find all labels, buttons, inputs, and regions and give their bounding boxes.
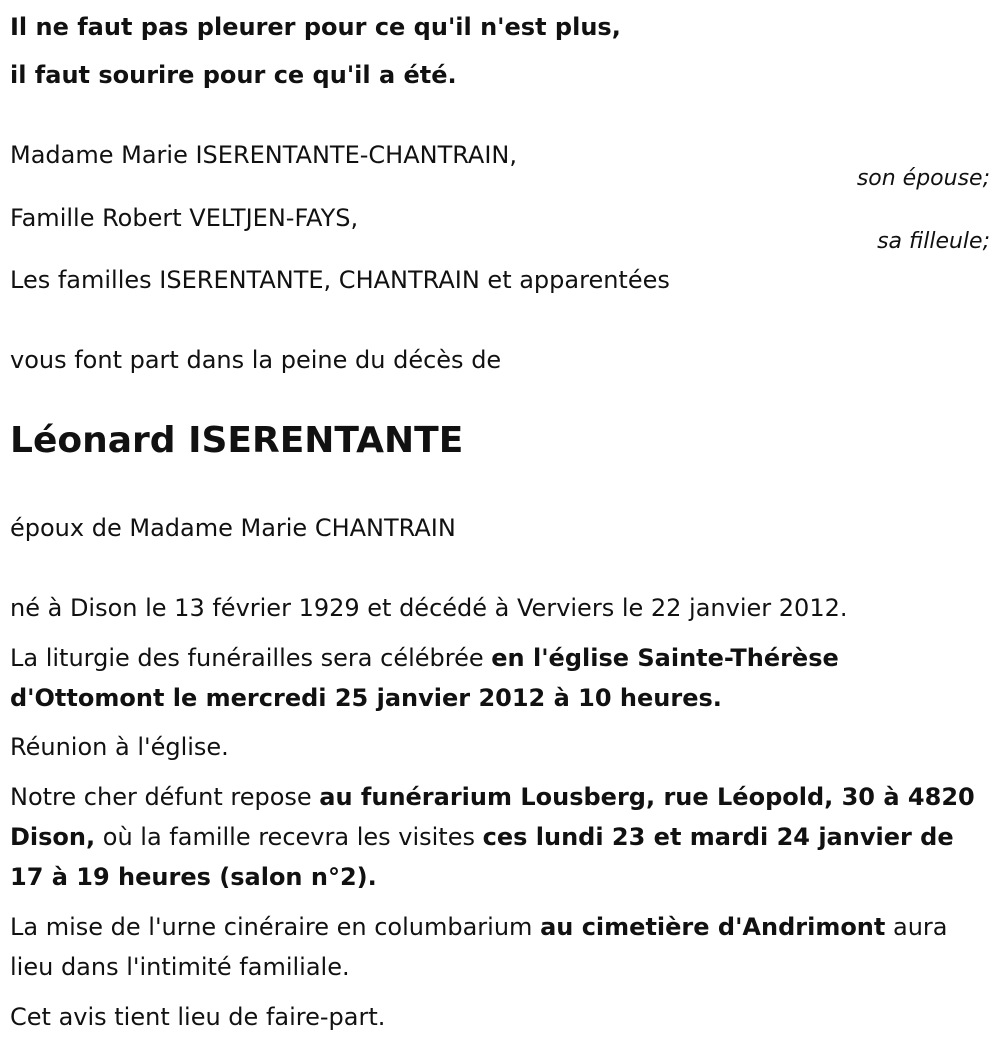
deceased-name: Léonard ISERENTANTE [10,420,464,461]
urn-outro: aura lieu dans l'intimité familiale. [10,913,948,981]
closing-note: Cet avis tient lieu de faire-part. [10,1003,386,1031]
liturgy-paragraph [10,638,985,718]
liturgy-intro: La liturgie des funérailles sera célébrée [10,644,492,672]
family-spouse-name: Madame Marie ISERENTANTE-CHANTRAIN, [10,141,518,169]
rest-place: au funérarium Lousberg, rue Léopold, 30 à 4820 Dison, [10,783,975,851]
rest-paragraph [10,777,985,897]
announcement: vous font part dans la peine du décès de [10,346,502,374]
rest-times: ces lundi 23 et mardi 24 janvier de 17 à 19 heures (salon n°2). [10,823,954,891]
liturgy-place-time: en l'église Sainte-Thérèse d'Ottomont le mercredi 25 janvier 2012 à 10 heures. [10,644,839,712]
quote-line-2: il faut sourire pour ce qu'il a été. [10,61,457,89]
family-spouse-relation: son épouse; [856,166,990,191]
birth-death: né à Dison le 13 février 1929 et décédé à Verviers le 22 janvier 2012. [10,594,848,622]
family-related: Les familles ISERENTANTE, CHANTRAIN et apparentées [10,266,670,294]
urn-intro: La mise de l'urne cinéraire en columbarium [10,913,541,941]
rest-middle: où la famille recevra les visites [95,823,483,851]
family-goddaughter-relation: sa filleule; [877,229,990,254]
obituary-notice [10,0,990,1052]
urn-place: au cimetière d'Andrimont [540,913,886,941]
deceased-spouse-of: époux de Madame Marie CHANTRAIN [10,514,456,542]
rest-intro: Notre cher défunt repose [10,783,320,811]
quote-line-1: Il ne faut pas pleurer pour ce qu'il n'est plus, [10,13,621,41]
meeting: Réunion à l'église. [10,733,229,761]
family-goddaughter-name: Famille Robert VELTJEN-FAYS, [10,204,359,232]
urn-paragraph [10,907,985,987]
